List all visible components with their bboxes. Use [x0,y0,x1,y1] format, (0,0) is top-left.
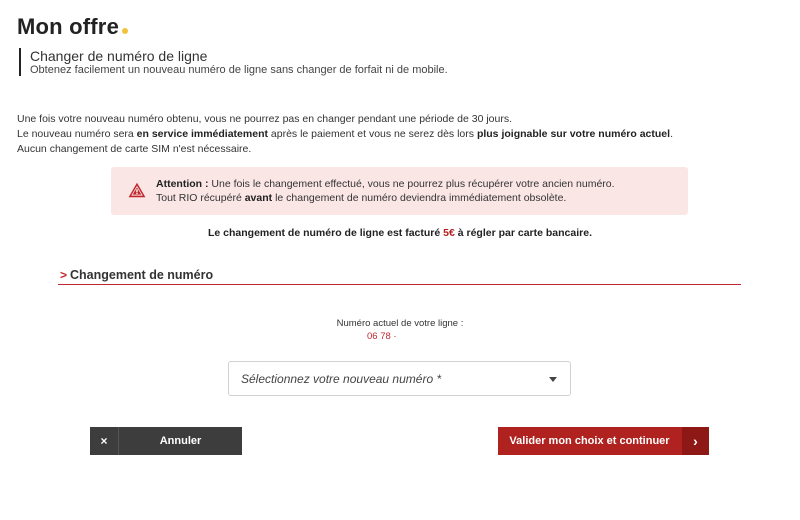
section-header [58,266,741,285]
sub-header [19,48,448,76]
page-title: Mon offre [17,14,128,40]
price-notice: Le changement de numéro de ligne est facturé 5€ à régler par carte bancaire. [208,227,592,239]
info-line-3: Aucun changement de carte SIM n'est nécessaire. [17,143,252,155]
new-number-select[interactable] [228,361,571,396]
sub-header-description: Obtenez facilement un nouveau numéro de ligne sans changer de forfait ni de mobile. [30,64,448,76]
validate-button[interactable] [498,427,709,455]
warning-alert [111,167,688,215]
cancel-button[interactable] [90,427,242,455]
caret-icon: > [60,268,68,282]
warning-text: Attention : Une fois le changement effectué, vous ne pourrez plus récupérer votre ancien numéro. Tout RIO récupéré avant le changement de numéro deviendra immédiatement obsolète. [156,178,615,204]
price-amount: 5€ [443,227,455,239]
current-number-value: 06 78 · [367,331,397,342]
new-number-select-placeholder: Sélectionnez votre nouveau numéro * [241,372,442,386]
sub-header-title: Changer de numéro de ligne [30,48,208,64]
section-title: Changement de numéro [70,268,214,282]
info-line-1: Une fois votre nouveau numéro obtenu, vous ne pourrez pas en changer pendant une période de 30 jours. [17,113,513,125]
info-line-2: Le nouveau numéro sera en service immédiatement après le paiement et vous ne serez dès lors plus joignable sur votre numéro actuel. [17,128,673,140]
validate-button-label: Valider mon choix et continuer [509,435,670,447]
cancel-button-label: Annuler [118,427,242,455]
title-dot-icon [122,28,128,34]
current-number-label: Numéro actuel de votre ligne : [336,318,464,329]
close-icon: × [100,434,108,448]
info-text [17,112,787,157]
chevron-right-icon: › [682,427,709,455]
chevron-down-icon [549,377,557,382]
warning-icon [128,182,146,198]
